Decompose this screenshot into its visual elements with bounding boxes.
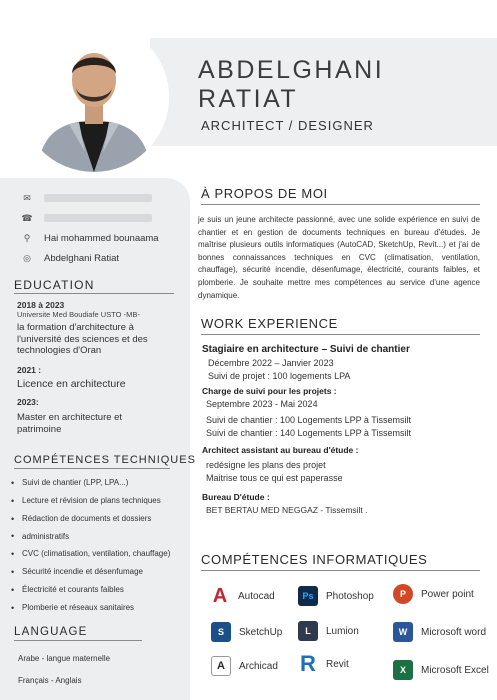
edu-school: Universite Med Boudiafe USTO -MB- (17, 310, 140, 319)
software-archicad (211, 656, 278, 676)
language-list (18, 648, 188, 692)
software-powerpoint (393, 584, 474, 604)
job-title: ARCHITECT / DESIGNER (201, 118, 374, 133)
name-first: ABDELGHANI (198, 56, 385, 84)
edu-year: 2021 : (17, 364, 42, 375)
software-lumion (298, 621, 359, 641)
software-label: SketchUp (239, 626, 283, 638)
software-autocad (210, 586, 275, 606)
job-title: Architect assistant au bureau d'étude : (202, 445, 359, 455)
location-pin-icon: ⚲ (23, 232, 31, 243)
software-revit (298, 651, 349, 676)
skills-heading: COMPÉTENCES TECHNIQUES (14, 454, 196, 466)
list-item: • CVC (climatisation, ventilation, chauffage) (10, 545, 192, 563)
about-heading: À PROPOS DE MOI (201, 186, 328, 201)
edu-year: 2023: (17, 397, 39, 407)
language-divider (14, 640, 142, 641)
profile-photo (19, 22, 169, 172)
portrait-illustration (19, 22, 169, 172)
job-title: Charge de suivi pour les projets : (202, 386, 337, 396)
edu-degree: Master en architecture et (17, 412, 123, 423)
list-item: • Électricité et courants faibles (10, 581, 192, 599)
software-sketchup (211, 622, 282, 642)
job-dates: Décembre 2022 – Janvier 2023 (208, 358, 334, 368)
edu-desc-line: technologies d'Oran (17, 345, 102, 356)
education-list (17, 300, 187, 435)
email-redacted (44, 194, 152, 202)
list-item: • Suivi de chantier (LPP, LPA...) (10, 474, 192, 492)
list-item: • Lecture et révision de plans techniques (10, 492, 192, 510)
web-text[interactable]: Abdelghani Ratiat (44, 252, 119, 264)
about-divider (201, 204, 480, 205)
word-icon: W (393, 622, 413, 642)
contact-phone (20, 208, 190, 228)
phone-redacted (44, 214, 152, 222)
job-detail: BET BERTAU MED NEGGAZ - Tissemsilt . (206, 505, 368, 515)
list-item: Français - Anglais (18, 676, 82, 685)
name-last: RATIAT (198, 85, 299, 113)
lumion-icon: L (298, 621, 318, 641)
job-detail: redésigne les plans des projet (206, 460, 326, 470)
job-detail: Suivi de chantier : 100 Logements LPP à Tissemsilt (206, 415, 411, 425)
skills-divider (14, 468, 170, 469)
contact-address (20, 228, 190, 248)
software-label: Lumion (326, 625, 359, 637)
sketchup-icon: S (211, 622, 231, 642)
software-word (393, 622, 486, 642)
about-text: je suis un jeune architecte passionné, avec une solide expérience en suivi de chantier et en gestion de documents techniques en bureau d'études. Je maîtrise plusieurs outils informatiques (AutoCAD, SketchUp, Revit...) et j'ai de bonnes connaissances techniques en CVC (climatisation, ventilation, chauffage), sécurité incendie, désenfumage, électricité, courants faibles, et plomberie. Je souhaite mettre mes compétences au service d'une agence dynamique. (198, 215, 480, 300)
education-heading: EDUCATION (14, 278, 95, 292)
phone-icon: ☎ (21, 212, 33, 223)
experience-divider (201, 334, 480, 335)
edu-desc-line: la formation d'architecture à (17, 322, 134, 333)
language-heading: LANGUAGE (14, 626, 88, 638)
powerpoint-icon: P (393, 584, 413, 604)
globe-icon: ◎ (23, 252, 31, 263)
list-item: • Rédaction de documents et dossiers (10, 510, 192, 528)
experience-list (202, 343, 482, 517)
job-detail: Maitrise tous ce qui est paperasse (206, 473, 343, 483)
candidate-name (198, 56, 384, 114)
edu-year: 2018 à 2023 (17, 300, 65, 310)
skills-list (10, 474, 192, 617)
software-label: Archicad (239, 660, 278, 672)
edu-desc-line: l'université des sciences et des (17, 333, 148, 345)
software-label: Microsoft word (421, 626, 487, 638)
job-title: Bureau D'étude : (202, 492, 270, 502)
mail-icon: ✉ (23, 192, 31, 203)
photoshop-icon: Ps (298, 586, 318, 606)
software-label: Microsoft Excel (421, 664, 489, 676)
edu-degree: patrimoine (17, 423, 62, 435)
software-heading: COMPÉTENCES INFORMATIQUES (201, 552, 428, 567)
software-label: Photoshop (326, 590, 374, 602)
job-detail: Suivi de chantier : 140 Logements LPP à Tissemsilt (206, 428, 411, 438)
job-title: Stagiaire en architecture – Suivi de chantier (202, 344, 410, 355)
list-item: • Sécurité incendie et désenfumage (10, 563, 192, 581)
education-divider (14, 293, 174, 294)
revit-icon: R (300, 651, 316, 676)
software-label: Power point (421, 588, 474, 600)
experience-heading: WORK EXPERIENCE (201, 316, 338, 331)
list-item: • Plomberie et réseaux sanitaires (10, 599, 192, 617)
software-label: Revit (326, 658, 349, 670)
contact-email (20, 188, 190, 208)
list-item: Arabe - langue maternelle (18, 654, 111, 663)
archicad-icon: A (211, 656, 231, 676)
autocad-icon: A (212, 584, 228, 607)
job-detail: Suivi de projet : 100 logements LPA (208, 371, 351, 381)
edu-degree: Licence en architecture (17, 377, 126, 390)
software-label: Autocad (238, 590, 275, 602)
software-photoshop (298, 586, 374, 606)
excel-icon: X (393, 660, 413, 680)
address-text: Hai mohammed bounaama (44, 232, 159, 244)
software-divider (201, 570, 480, 571)
software-excel (393, 660, 489, 680)
job-dates: Septembre 2023 - Mai 2024 (206, 399, 318, 409)
contact-web[interactable] (20, 248, 190, 268)
list-item: • administratifs (10, 528, 192, 545)
contact-section (20, 188, 190, 268)
